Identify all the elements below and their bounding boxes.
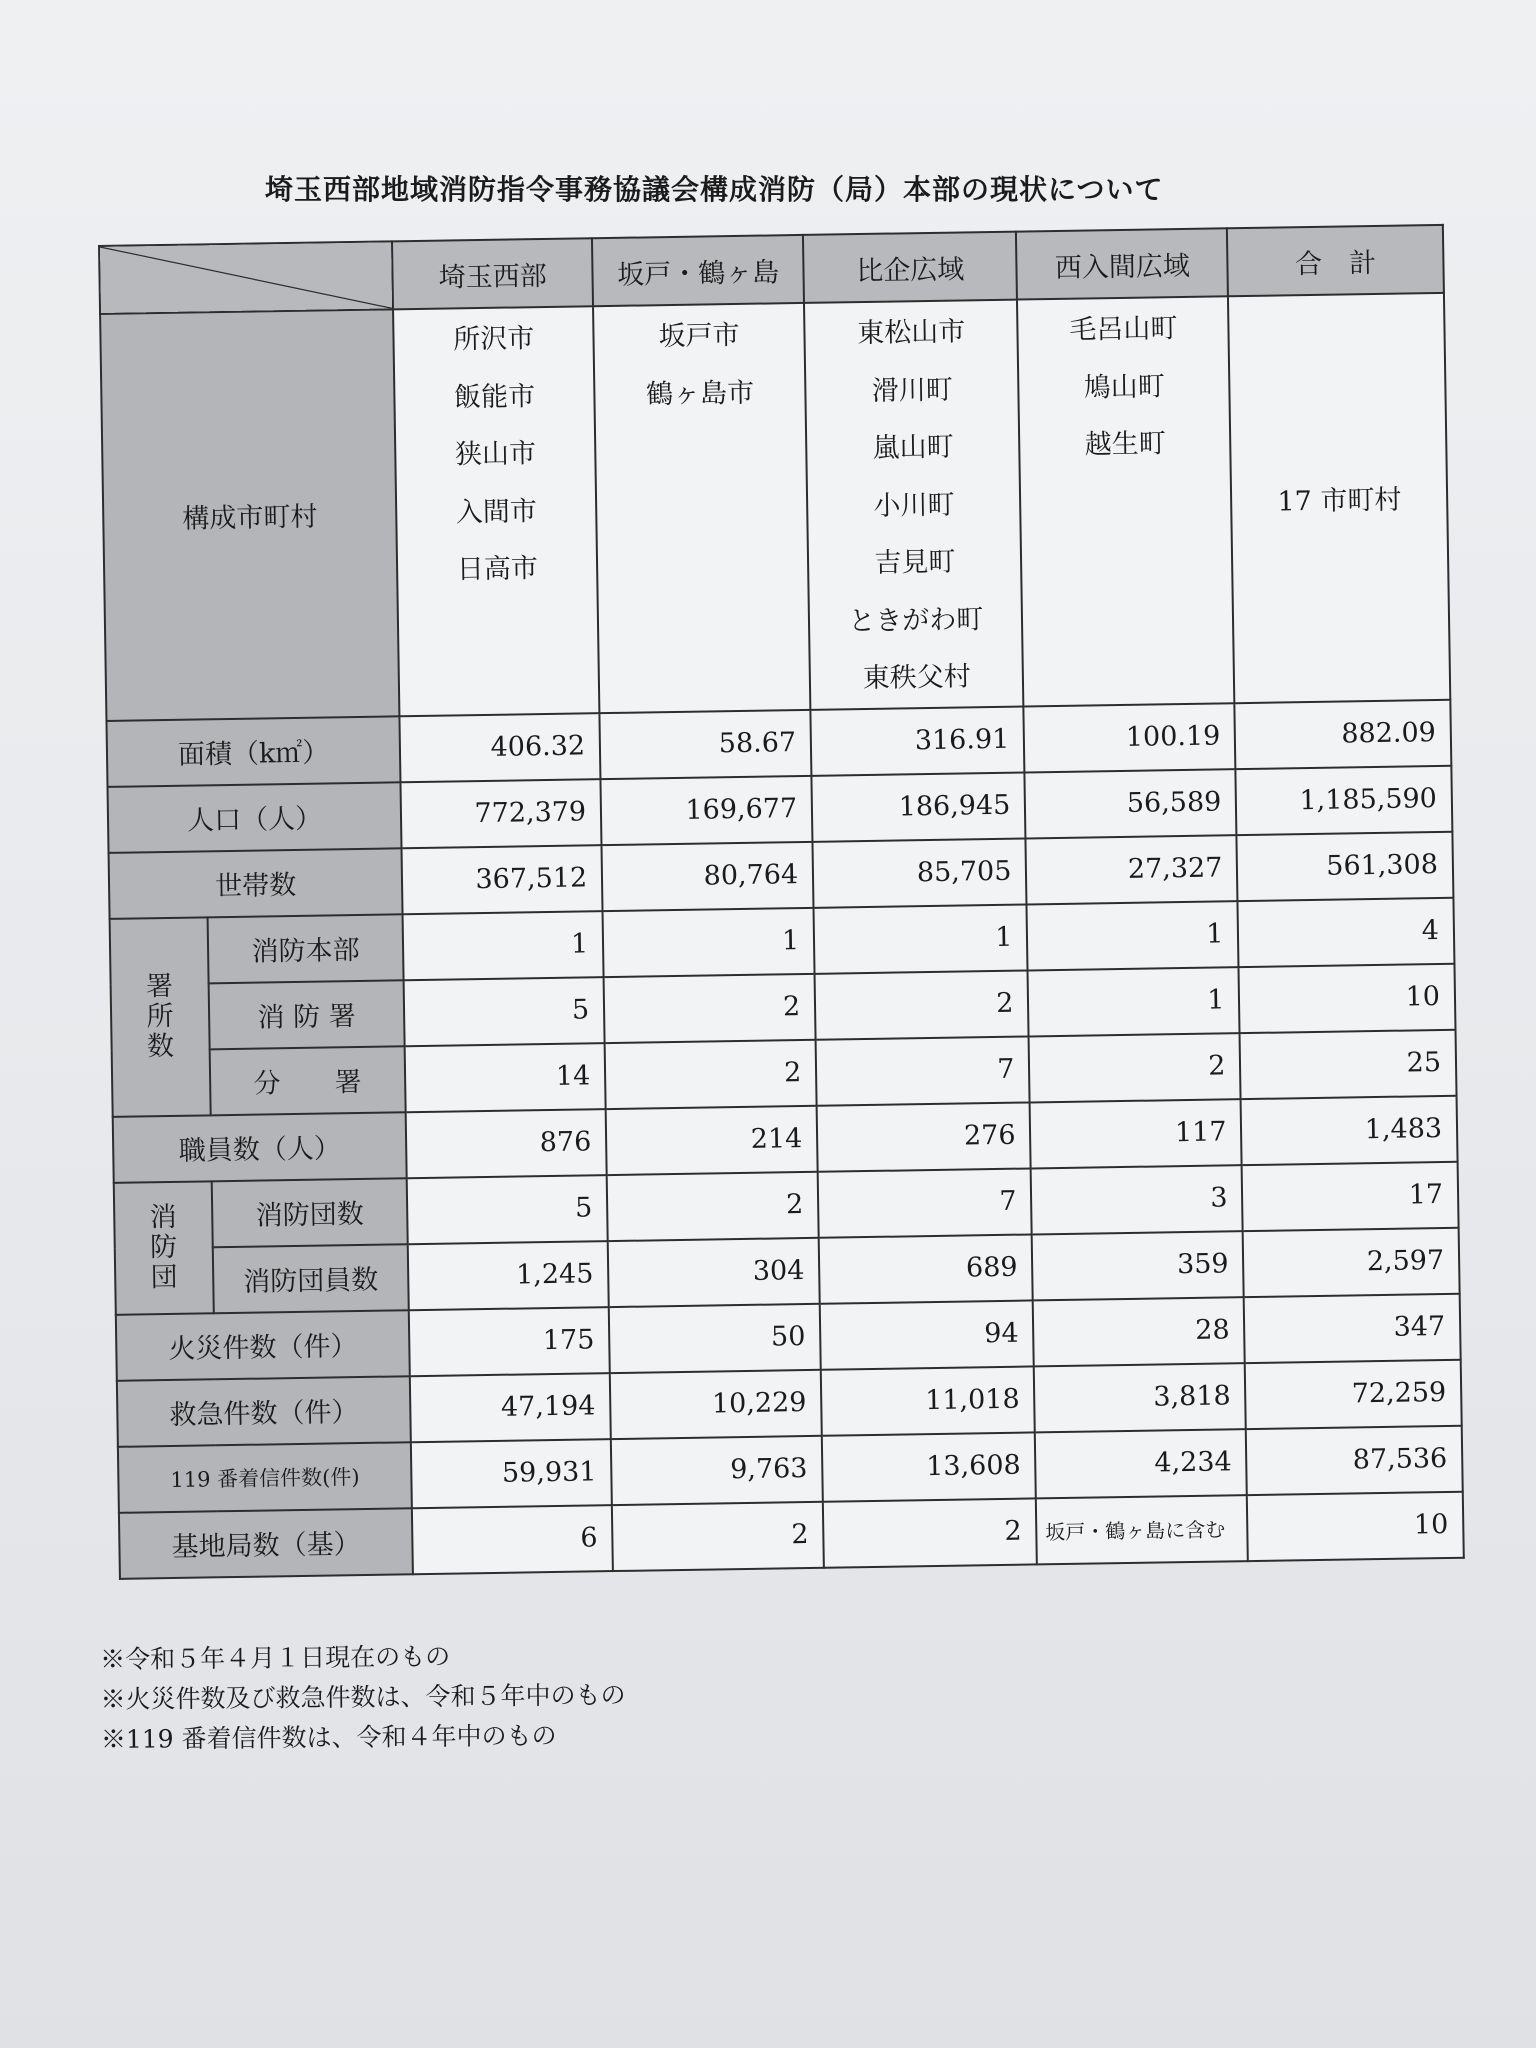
calls-119-value: 59,931 (411, 1439, 612, 1508)
volunteer-members-value: 304 (608, 1237, 820, 1306)
households-value: 27,327 (1026, 835, 1238, 904)
municipality-name: ときがわ町 (848, 603, 984, 637)
base-stations-note: 坂戸・鶴ヶ島に含む (1036, 1495, 1248, 1564)
base-stations-value: 2 (612, 1501, 824, 1570)
fire-stations-value: 5 (404, 977, 605, 1046)
group-label-stations (110, 917, 211, 1117)
calls-119-value: 13,608 (822, 1432, 1036, 1501)
volunteer-members-value: 1,245 (408, 1241, 609, 1310)
ambulance-total: 72,259 (1245, 1359, 1462, 1428)
branch-stations-total: 25 (1240, 1029, 1457, 1098)
municipality-name: 日高市 (456, 553, 539, 586)
population-value: 186,945 (812, 772, 1026, 841)
headquarters-value: 1 (1027, 901, 1239, 970)
municipality-name: 滑川町 (871, 374, 953, 407)
staff-value: 876 (406, 1109, 607, 1178)
calls-119-value: 4,234 (1035, 1429, 1247, 1498)
base-stations-total: 10 (1247, 1491, 1464, 1560)
footnote: ※火災件数及び救急件数は、令和５年中のもの (100, 1680, 626, 1714)
municipality-name: 毛呂山町 (1069, 313, 1178, 346)
municipality-name: 小川町 (873, 489, 955, 522)
municipality-name: 東松山市 (857, 316, 966, 350)
volunteer-units-value: 5 (407, 1175, 608, 1244)
row-label-fires: 火災件数（件） (116, 1310, 410, 1381)
row-label-fire-stations: 消 防 署 (208, 980, 404, 1049)
municipalities-total: 17 市町村 (1228, 293, 1450, 703)
row-label-municipalities: 構成市町村 (100, 309, 400, 720)
households-total: 561,308 (1237, 831, 1454, 900)
area-value: 406.32 (400, 713, 601, 782)
staff-value: 214 (606, 1105, 818, 1174)
col-header-nishiiruma-koiki: 西入間広域 (1016, 228, 1228, 299)
col-header-saitama-seibu: 埼玉西部 (392, 238, 593, 309)
population-value: 772,379 (401, 779, 602, 848)
group-label-text: 署所数 (145, 970, 175, 1062)
staff-total: 1,483 (1241, 1095, 1458, 1164)
footnote: ※119 番着信件数は、令和４年中のもの (100, 1721, 557, 1754)
row-label-staff: 職員数（人） (113, 1112, 407, 1183)
fire-stations-value: 2 (815, 970, 1029, 1039)
population-value: 56,589 (1025, 769, 1237, 838)
municipality-name: 入間市 (455, 495, 538, 528)
row-label-volunteer-members: 消防団員数 (212, 1244, 408, 1313)
branch-stations-value: 14 (405, 1043, 606, 1112)
base-stations-value: 6 (412, 1505, 613, 1574)
headquarters-value: 1 (814, 904, 1028, 973)
municipalities-hiki-koiki (804, 300, 1024, 710)
branch-stations-value: 2 (605, 1039, 817, 1108)
municipality-name: 所沢市 (452, 323, 535, 356)
group-label-volunteer-corps (114, 1181, 214, 1315)
row-label-base-stations: 基地局数（基） (119, 1508, 413, 1579)
row-label-area: 面積（k㎡） (106, 716, 400, 787)
document-title: 埼玉西部地域消防指令事務協議会構成消防（局）本部の現状について (265, 173, 1164, 206)
municipality-name: 鶴ヶ島市 (645, 377, 755, 410)
fire-stations-total: 10 (1239, 963, 1456, 1032)
corner-diagonal-cell (99, 241, 393, 314)
col-header-sakado-tsurugashima: 坂戸・鶴ヶ島 (592, 235, 804, 306)
row-label-households: 世帯数 (109, 848, 403, 919)
ambulance-value: 47,194 (410, 1373, 611, 1442)
row-label-headquarters: 消防本部 (207, 914, 403, 983)
volunteer-members-total: 2,597 (1243, 1227, 1460, 1296)
status-table (98, 224, 1465, 1579)
municipalities-saitama-seibu (393, 306, 599, 716)
municipalities-nishiiruma-koiki (1017, 296, 1234, 706)
status-table-wrapper (98, 224, 1465, 1579)
staff-value: 276 (817, 1102, 1031, 1171)
row-label-ambulance: 救急件数（件） (117, 1376, 411, 1447)
ambulance-value: 3,818 (1034, 1363, 1246, 1432)
staff-value: 117 (1030, 1099, 1242, 1168)
footnotes (100, 1635, 626, 1760)
fires-value: 28 (1033, 1297, 1245, 1366)
branch-stations-value: 2 (1029, 1033, 1241, 1102)
municipality-name: 越生町 (1084, 428, 1166, 461)
fires-value: 50 (609, 1303, 821, 1372)
headquarters-total: 4 (1238, 897, 1455, 966)
col-header-hiki-koiki: 比企広域 (803, 232, 1017, 303)
volunteer-units-value: 3 (1031, 1165, 1243, 1234)
fire-stations-value: 2 (604, 973, 816, 1042)
headquarters-value: 1 (403, 911, 604, 980)
branch-stations-value: 7 (816, 1036, 1030, 1105)
fires-value: 94 (820, 1300, 1034, 1369)
volunteer-units-total: 17 (1242, 1161, 1459, 1230)
row-label-population: 人口（人） (108, 782, 402, 853)
ambulance-value: 10,229 (610, 1369, 822, 1438)
area-value: 100.19 (1024, 703, 1236, 772)
municipality-name: 東秩父村 (862, 661, 971, 695)
volunteer-members-value: 359 (1032, 1231, 1244, 1300)
population-total: 1,185,590 (1236, 765, 1453, 834)
fires-value: 175 (409, 1307, 610, 1376)
municipality-name: 狭山市 (454, 438, 537, 471)
volunteer-members-value: 689 (819, 1234, 1033, 1303)
fire-stations-value: 1 (1028, 967, 1240, 1036)
headquarters-value: 1 (603, 907, 815, 976)
households-value: 367,512 (402, 845, 603, 914)
population-value: 169,677 (601, 775, 813, 844)
calls-119-value: 9,763 (611, 1435, 823, 1504)
row-label-119-calls: 119 番着信件数(件) (118, 1442, 412, 1513)
fires-total: 347 (1244, 1293, 1461, 1362)
group-label-text: 消防団 (149, 1201, 178, 1293)
municipalities-sakado-tsurugashima (593, 303, 810, 713)
municipality-name: 吉見町 (874, 546, 956, 579)
area-value: 316.91 (811, 706, 1025, 775)
ambulance-value: 11,018 (821, 1366, 1035, 1435)
col-header-total: 合 計 (1227, 225, 1444, 296)
households-value: 80,764 (602, 841, 814, 910)
row-label-branch-stations: 分 署 (209, 1046, 405, 1115)
area-total: 882.09 (1235, 699, 1452, 768)
municipality-name: 坂戸市 (658, 319, 740, 353)
area-value: 58.67 (600, 709, 812, 778)
municipality-name: 嵐山町 (872, 431, 954, 464)
municipality-name: 飯能市 (453, 380, 536, 413)
footnote: ※令和５年４月１日現在のもの (100, 1641, 451, 1674)
base-stations-value: 2 (823, 1498, 1037, 1567)
municipality-name: 鳩山町 (1083, 370, 1166, 404)
row-label-volunteer-units: 消防団数 (211, 1178, 407, 1247)
households-value: 85,705 (813, 838, 1027, 907)
calls-119-total: 87,536 (1246, 1425, 1463, 1494)
volunteer-units-value: 2 (607, 1171, 819, 1240)
volunteer-units-value: 7 (818, 1168, 1032, 1237)
